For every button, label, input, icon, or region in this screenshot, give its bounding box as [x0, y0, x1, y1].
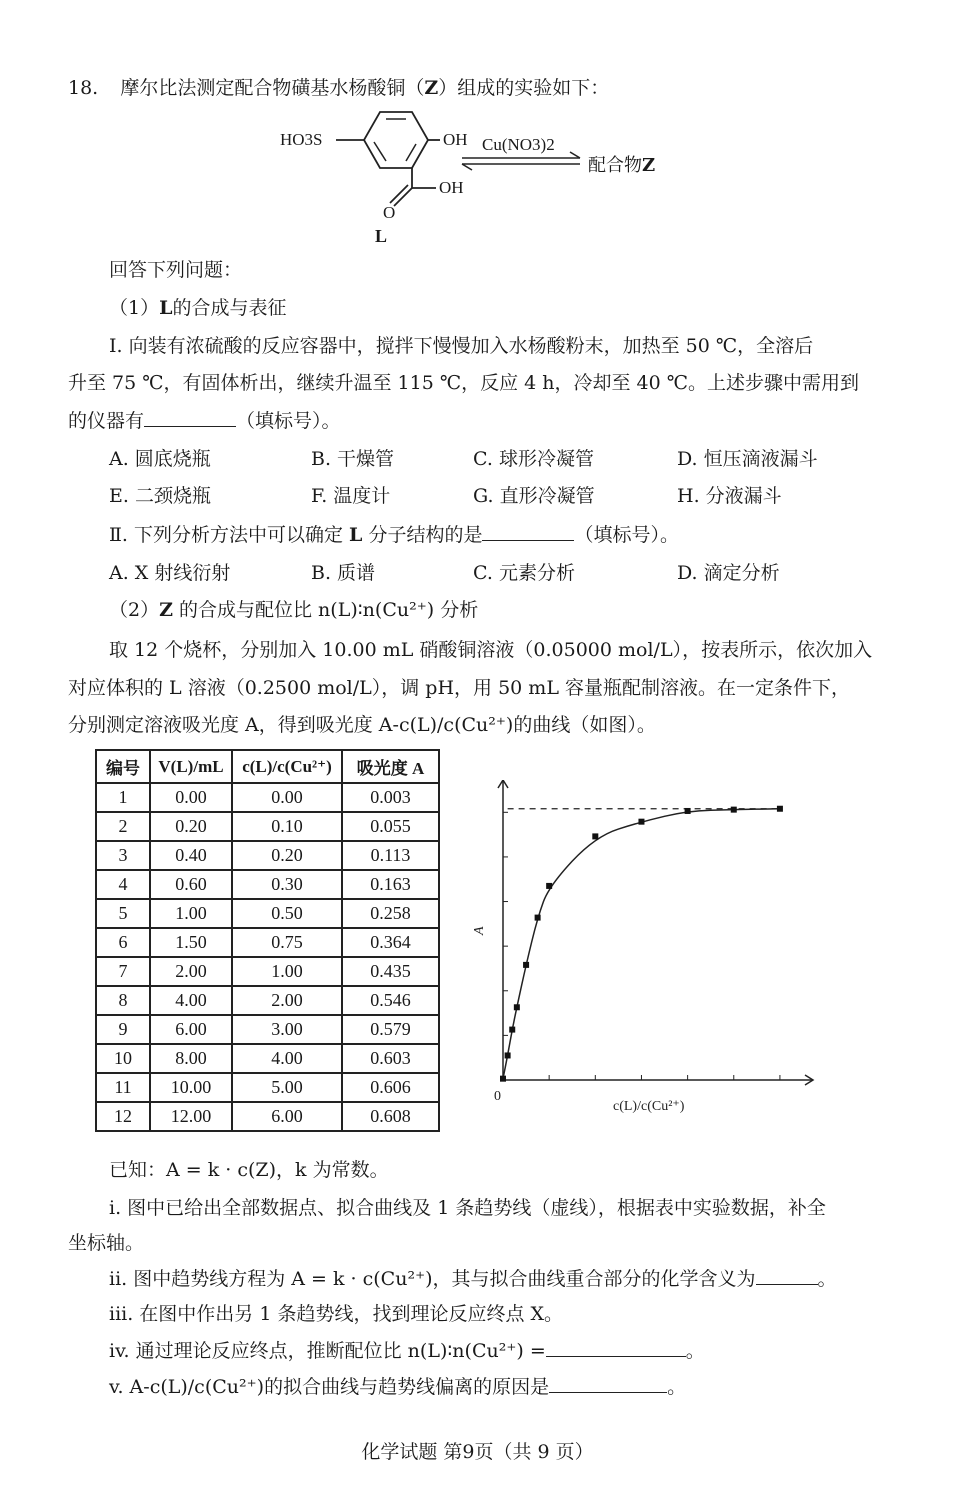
data-point — [685, 808, 691, 814]
data-point — [546, 883, 552, 889]
subq-iv: iv. 通过理论反应终点，推断配位比 n(L)∶n(Cu²⁺) = 。 — [109, 1340, 705, 1362]
table-cell: 6.00 — [150, 1015, 232, 1044]
answer-blank-ii[interactable] — [756, 1266, 818, 1285]
part1-step2: Ⅱ. 下列分析方法中可以确定 L 分子结构的是 （填标号）。 — [109, 524, 679, 546]
table-cell: 4.00 — [150, 986, 232, 1015]
table-header-cell: 编号 — [96, 750, 150, 783]
table-cell: 0.003 — [342, 783, 439, 812]
table-cell: 9 — [96, 1015, 150, 1044]
option-1e: E. 二颈烧瓶 — [109, 485, 211, 507]
table-cell: 0.364 — [342, 928, 439, 957]
table-row — [96, 1073, 439, 1102]
table-row — [96, 928, 439, 957]
data-point — [500, 1076, 506, 1082]
part2-heading: （2）Z 的合成与配位比 n(L)∶n(Cu²⁺) 分析 — [109, 599, 479, 621]
table-cell: 1.50 — [150, 928, 232, 957]
option-2d: D. 滴定分析 — [677, 562, 780, 584]
option-1g: G. 直形冷凝管 — [473, 485, 595, 507]
table-cell: 0.00 — [150, 783, 232, 812]
table-cell: 1.00 — [150, 899, 232, 928]
table-cell: 12.00 — [150, 1102, 232, 1131]
option-1b: B. 干燥管 — [311, 448, 395, 470]
table-row — [96, 1015, 439, 1044]
product-label: 配合物Z — [588, 155, 656, 176]
table-cell: 0.40 — [150, 841, 232, 870]
intro-text: 回答下列问题： — [109, 259, 243, 281]
option-1f: F. 温度计 — [311, 485, 391, 507]
table-cell: 0.113 — [342, 841, 439, 870]
table-cell: 2.00 — [150, 957, 232, 986]
group-oh-phenol: OH — [443, 130, 468, 149]
table-cell: 0.20 — [232, 841, 342, 870]
absorbance-chart — [460, 780, 820, 1120]
part2-para-line1: 取 12 个烧杯，分别加入 10.00 mL 硝酸铜溶液（0.05000 mol/L），按表所示，依次加入 — [109, 639, 873, 661]
subq-iii: iii. 在图中作出另 1 条趋势线，找到理论反应终点 X。 — [109, 1303, 564, 1325]
table-cell: 7 — [96, 957, 150, 986]
table-row — [96, 986, 439, 1015]
data-point — [777, 806, 783, 812]
option-1h: H. 分液漏斗 — [677, 485, 782, 507]
table-cell: 0.606 — [342, 1073, 439, 1102]
fit-curve — [503, 809, 780, 1079]
table-cell: 8.00 — [150, 1044, 232, 1073]
table-cell: 0.055 — [342, 812, 439, 841]
option-1d: D. 恒压滴液漏斗 — [677, 448, 818, 470]
table-cell: 8 — [96, 986, 150, 1015]
answer-blank-1[interactable] — [144, 408, 236, 427]
compound-label-l: L — [375, 226, 388, 246]
table-cell: 4.00 — [232, 1044, 342, 1073]
known-formula: 已知：A = k · c(Z)，k 为常数。 — [109, 1159, 389, 1181]
table-cell: 3 — [96, 841, 150, 870]
table-cell: 0.10 — [232, 812, 342, 841]
table-cell: 3.00 — [232, 1015, 342, 1044]
option-2c: C. 元素分析 — [473, 562, 575, 584]
table-cell: 4 — [96, 870, 150, 899]
table-cell: 2.00 — [232, 986, 342, 1015]
data-point — [592, 833, 598, 839]
answer-blank-v[interactable] — [549, 1374, 667, 1393]
table-row — [96, 783, 439, 812]
table-row — [96, 957, 439, 986]
table-cell: 6.00 — [232, 1102, 342, 1131]
part1-step1-line2: 升至 75 ℃，有固体析出，继续升温至 115 ℃，反应 4 h，冷却至 40 ℃。上述步骤中需用到 — [68, 372, 860, 394]
table-cell: 0.60 — [150, 870, 232, 899]
option-2b: B. 质谱 — [311, 562, 376, 584]
table-cell: 0.579 — [342, 1015, 439, 1044]
subq-i-line2: 坐标轴。 — [68, 1232, 145, 1254]
part2-para-line2: 对应体积的 L 溶液（0.2500 mol/L），调 pH，用 50 mL 容量瓶配制溶液。在一定条件下， — [68, 677, 850, 699]
table-header-cell: 吸光度 A — [342, 750, 439, 783]
table-cell: 0.20 — [150, 812, 232, 841]
data-point — [514, 1004, 520, 1010]
table-cell: 6 — [96, 928, 150, 957]
table-cell: 10 — [96, 1044, 150, 1073]
carbonyl-oxygen: O — [383, 203, 396, 222]
subq-ii: ii. 图中趋势线方程为 A = k · c(Cu²⁺)，其与拟合曲线重合部分的化学含义为 。 — [109, 1268, 837, 1290]
page-footer: 化学试题 第9页（共 9 页） — [361, 1441, 594, 1463]
table-cell: 0.546 — [342, 986, 439, 1015]
table-cell: 2 — [96, 812, 150, 841]
table-row — [96, 812, 439, 841]
subq-v: v. A-c(L)/c(Cu²⁺)的拟合曲线与趋势线偏离的原因是 。 — [109, 1376, 687, 1398]
part1-step1-line1: Ⅰ. 向装有浓硫酸的反应容器中，搅拌下慢慢加入水杨酸粉末，加热至 50 ℃，全溶后 — [109, 335, 814, 357]
part1-heading: （1）L的合成与表征 — [109, 297, 287, 319]
table-cell: 5 — [96, 899, 150, 928]
origin-label: 0 — [494, 1089, 501, 1104]
data-point — [731, 807, 737, 813]
subq-i-line1: i. 图中已给出全部数据点、拟合曲线及 1 条趋势线（虚线），根据表中实验数据，补全 — [109, 1197, 826, 1219]
table-cell: 1 — [96, 783, 150, 812]
option-1a: A. 圆底烧瓶 — [109, 448, 211, 470]
part2-para-line3: 分别测定溶液吸光度 A，得到吸光度 A-c(L)/c(Cu²⁺)的曲线（如图）。 — [68, 714, 656, 736]
data-point — [523, 962, 529, 968]
data-point — [638, 819, 644, 825]
table-cell: 0.608 — [342, 1102, 439, 1131]
table-row — [96, 1102, 439, 1131]
table-cell: 0.163 — [342, 870, 439, 899]
x-axis-label: c(L)/c(Cu²⁺) — [613, 1099, 685, 1114]
table-cell: 0.50 — [232, 899, 342, 928]
table-row — [96, 1044, 439, 1073]
group-oh-acid: OH — [439, 178, 464, 197]
answer-blank-iv[interactable] — [546, 1338, 686, 1357]
y-axis-label: A — [472, 926, 487, 935]
table-row — [96, 870, 439, 899]
option-1c: C. 球形冷凝管 — [473, 448, 594, 470]
table-row — [96, 899, 439, 928]
table-cell: 5.00 — [232, 1073, 342, 1102]
table-cell: 0.00 — [232, 783, 342, 812]
table-cell: 1.00 — [232, 957, 342, 986]
table-cell: 0.435 — [342, 957, 439, 986]
part1-step1-line3: 的仪器有 （填标号）。 — [68, 410, 341, 432]
table-header-cell: V(L)/mL — [150, 750, 232, 783]
table-header-cell: c(L)/c(Cu²⁺) — [232, 750, 342, 783]
data-point — [509, 1027, 515, 1033]
table-header-row — [96, 750, 439, 783]
question-number: 18. — [68, 77, 99, 99]
question-title: 18. 摩尔比法测定配合物磺基水杨酸铜（Z）组成的实验如下： — [68, 77, 610, 99]
table-row — [96, 841, 439, 870]
group-so3h: HO3S — [280, 130, 323, 149]
reagent-label: Cu(NO3)2 — [482, 135, 555, 154]
table-cell: 10.00 — [150, 1073, 232, 1102]
table-cell: 0.603 — [342, 1044, 439, 1073]
data-point — [505, 1052, 511, 1058]
data-table — [95, 749, 440, 1132]
table-cell: 12 — [96, 1102, 150, 1131]
table-cell: 11 — [96, 1073, 150, 1102]
data-point — [535, 915, 541, 921]
table-cell: 0.75 — [232, 928, 342, 957]
option-2a: A. X 射线衍射 — [109, 562, 231, 584]
answer-blank-2[interactable] — [482, 522, 574, 541]
table-cell: 0.30 — [232, 870, 342, 899]
table-cell: 0.258 — [342, 899, 439, 928]
